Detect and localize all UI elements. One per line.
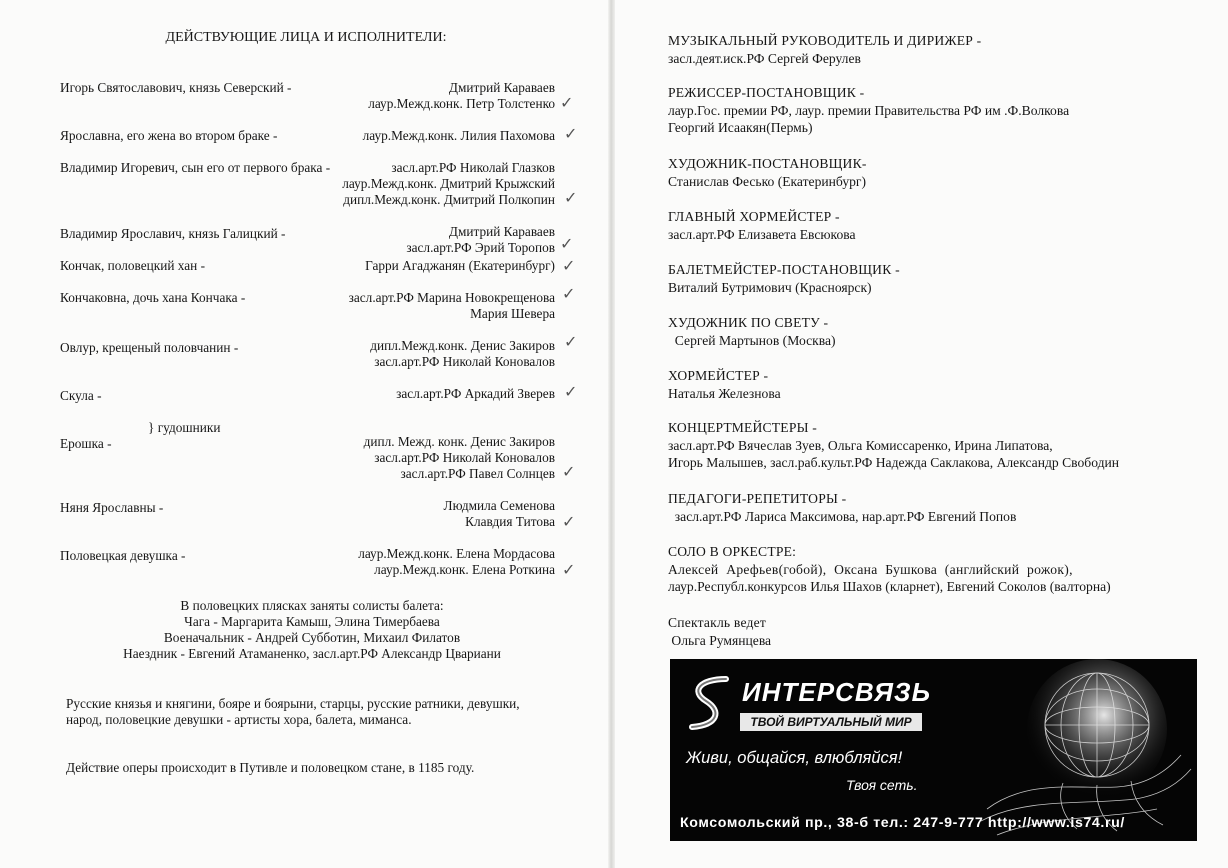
performer: лаур.Межд.конк. Елена Мордасова bbox=[358, 546, 555, 561]
role-name: Скула - bbox=[60, 388, 102, 403]
section-line: Георгий Исаакян(Пермь) bbox=[668, 120, 813, 135]
setting-text: Действие оперы происходит в Путивле и половецком стане, в 1185 году. bbox=[66, 760, 475, 775]
ballet-line: Наездник - Евгений Атаманенко, засл.арт.РФ Александр Цвариани bbox=[123, 646, 501, 661]
wireframe-globe-hand-icon bbox=[967, 659, 1197, 841]
chorus-line: народ, половецкие девушки - артисты хора, балета, миманса. bbox=[66, 712, 412, 727]
performer: лаур.Межд.конк. Елена Роткина bbox=[374, 562, 555, 577]
credit-section bbox=[668, 155, 1208, 190]
role-name: Ярославна, его жена во втором браке - bbox=[60, 128, 278, 143]
gudochniki-label: } гудошники bbox=[148, 420, 221, 435]
ballet-line: В половецких плясках заняты солисты балета: bbox=[180, 598, 444, 613]
role-name: Владимир Игоревич, сын его от первого брака - bbox=[60, 160, 331, 175]
ballet-line: Военачальник - Андрей Субботин, Михаил Филатов bbox=[163, 630, 461, 645]
check-mark-icon: ✓ bbox=[564, 382, 578, 401]
cast-heading: ДЕЙСТВУЮЩИЕ ЛИЦА И ИСПОЛНИТЕЛИ: bbox=[165, 30, 447, 45]
intersvyaz-s-logo-icon bbox=[682, 673, 738, 733]
check-mark-icon: ✓ bbox=[560, 234, 574, 253]
section-line: лаур.Гос. премии РФ, лаур. премии Правительства РФ им .Ф.Волкова bbox=[668, 102, 1070, 118]
role-name: Овлур, крещеный половчанин - bbox=[60, 340, 239, 355]
performer: засл.арт.РФ Аркадий Зверев bbox=[396, 386, 555, 401]
ad-slogan: Живи, общайся, влюбляйся! bbox=[686, 749, 903, 767]
ad-contact: Комсомольский пр., 38-б тел.: 247-9-777 http://www.is74.ru/ bbox=[680, 815, 1125, 831]
check-mark-icon: ✓ bbox=[562, 284, 576, 303]
credit-section bbox=[668, 419, 1208, 472]
performer: Людмила Семенова bbox=[443, 498, 555, 513]
section-title: СОЛО В ОРКЕСТРЕ: bbox=[668, 544, 797, 559]
performer: лаур.Межд.конк. Петр Толстенко bbox=[368, 96, 555, 111]
section-title: РЕЖИССЕР-ПОСТАНОВЩИК - bbox=[668, 85, 865, 100]
check-mark-icon: ✓ bbox=[562, 512, 576, 531]
credit-section bbox=[668, 367, 1208, 402]
section-line: Ольга Румянцева bbox=[668, 632, 772, 648]
performer: засл.арт.РФ Эрий Торопов bbox=[406, 240, 555, 255]
role-name: Половецкая девушка - bbox=[60, 548, 186, 563]
performer: дипл.Межд.конк. Денис Закиров bbox=[370, 338, 555, 353]
section-line: засл.арт.РФ Елизавета Евсюкова bbox=[668, 226, 856, 242]
left-page bbox=[0, 0, 612, 868]
check-mark-icon: ✓ bbox=[564, 124, 578, 143]
credit-section bbox=[668, 543, 1208, 596]
section-line: Игорь Малышев, засл.раб.культ.РФ Надежда Саклакова, Александр Свободин bbox=[668, 455, 1120, 470]
credit-section bbox=[668, 261, 1208, 296]
credit-section bbox=[668, 614, 1208, 649]
section-line: Станислав Фесько (Екатеринбург) bbox=[668, 173, 867, 189]
check-mark-icon: ✓ bbox=[564, 188, 578, 207]
section-line: Виталий Бутримович (Красноярск) bbox=[668, 279, 872, 295]
chorus-line: Русские князья и княгини, бояре и боярыни, старцы, русские ратники, девушки, bbox=[66, 696, 520, 711]
role-name: Кончак, половецкий хан - bbox=[60, 258, 206, 273]
section-line: засл.деят.иск.РФ Сергей Ферулев bbox=[668, 50, 861, 66]
role-name: Кончаковна, дочь хана Кончака - bbox=[60, 290, 246, 305]
performer: лаур.Межд.конк. Дмитрий Крыжский bbox=[342, 176, 555, 191]
section-title: ГЛАВНЫЙ ХОРМЕЙСТЕР - bbox=[668, 209, 840, 224]
intersvyaz-advertisement bbox=[670, 659, 1197, 841]
role-name: Игорь Святославович, князь Северский - bbox=[60, 80, 292, 95]
credit-section bbox=[668, 490, 1208, 525]
role-name: Няня Ярославны - bbox=[60, 500, 164, 515]
performer: Дмитрий Караваев bbox=[448, 80, 555, 95]
performer: засл.арт.РФ Марина Новокрещенова bbox=[348, 290, 555, 305]
performer: Дмитрий Караваев bbox=[448, 224, 555, 239]
section-title: ХУДОЖНИК ПО СВЕТУ - bbox=[668, 315, 829, 330]
credit-section bbox=[668, 32, 1208, 67]
ad-brand: ИНТЕРСВЯЗЬ bbox=[742, 677, 932, 707]
section-title: МУЗЫКАЛЬНЫЙ РУКОВОДИТЕЛЬ И ДИРИЖЕР - bbox=[668, 33, 982, 48]
section-title: ХОРМЕЙСТЕР - bbox=[668, 368, 769, 383]
performer: засл.арт.РФ Павел Солнцев bbox=[400, 466, 555, 481]
ballet-line: Чага - Маргарита Камыш, Элина Тимербаева bbox=[184, 614, 440, 629]
performer: дипл. Межд. конк. Денис Закиров bbox=[363, 434, 555, 449]
check-mark-icon: ✓ bbox=[564, 332, 578, 351]
credit-section bbox=[668, 84, 1208, 137]
section-line: Сергей Мартынов (Москва) bbox=[668, 332, 836, 348]
check-mark-icon: ✓ bbox=[562, 256, 576, 275]
ad-tagline: ТВОЙ ВИРТУАЛЬНЫЙ МИР bbox=[740, 713, 922, 731]
section-line: засл.арт.РФ Вячеслав Зуев, Ольга Комиссаренко, Ирина Липатова, bbox=[668, 437, 1053, 453]
section-line: Алексей Арефьев(гобой), Оксана Бушкова (английский рожок), bbox=[668, 561, 1073, 577]
section-title: ХУДОЖНИК-ПОСТАНОВЩИК- bbox=[668, 156, 867, 171]
check-mark-icon: ✓ bbox=[562, 560, 576, 579]
section-line: Наталья Железнова bbox=[668, 385, 781, 401]
section-line: лаур.Республ.конкурсов Илья Шахов (кларнет), Евгений Соколов (валторна) bbox=[668, 579, 1111, 594]
check-mark-icon: ✓ bbox=[562, 462, 576, 481]
ad-slogan-secondary: Твоя сеть. bbox=[846, 777, 918, 793]
section-title: БАЛЕТМЕЙСТЕР-ПОСТАНОВЩИК - bbox=[668, 262, 900, 277]
performer: Клавдия Титова bbox=[465, 514, 555, 529]
performer: лаур.Межд.конк. Лилия Пахомова bbox=[362, 128, 555, 143]
performer: дипл.Межд.конк. Дмитрий Полкопин bbox=[343, 192, 555, 207]
check-mark-icon: ✓ bbox=[560, 93, 574, 112]
performer: Мария Шевера bbox=[470, 306, 555, 321]
role-name: Владимир Ярославич, князь Галицкий - bbox=[60, 226, 286, 241]
section-title: Спектакль ведет bbox=[668, 615, 767, 630]
section-title: КОНЦЕРТМЕЙСТЕРЫ - bbox=[668, 420, 817, 435]
credit-section bbox=[668, 208, 1208, 243]
performer: засл.арт.РФ Николай Глазков bbox=[391, 160, 555, 175]
section-title: ПЕДАГОГИ-РЕПЕТИТОРЫ - bbox=[668, 491, 847, 506]
credit-section bbox=[668, 314, 1208, 349]
performer: засл.арт.РФ Николай Коновалов bbox=[374, 450, 555, 465]
section-line: засл.арт.РФ Лариса Максимова, нар.арт.РФ Евгений Попов bbox=[668, 508, 1017, 524]
role-name: Ерошка - bbox=[60, 436, 112, 451]
performer: Гарри Агаджанян (Екатеринбург) bbox=[365, 258, 555, 273]
performer: засл.арт.РФ Николай Коновалов bbox=[374, 354, 555, 369]
